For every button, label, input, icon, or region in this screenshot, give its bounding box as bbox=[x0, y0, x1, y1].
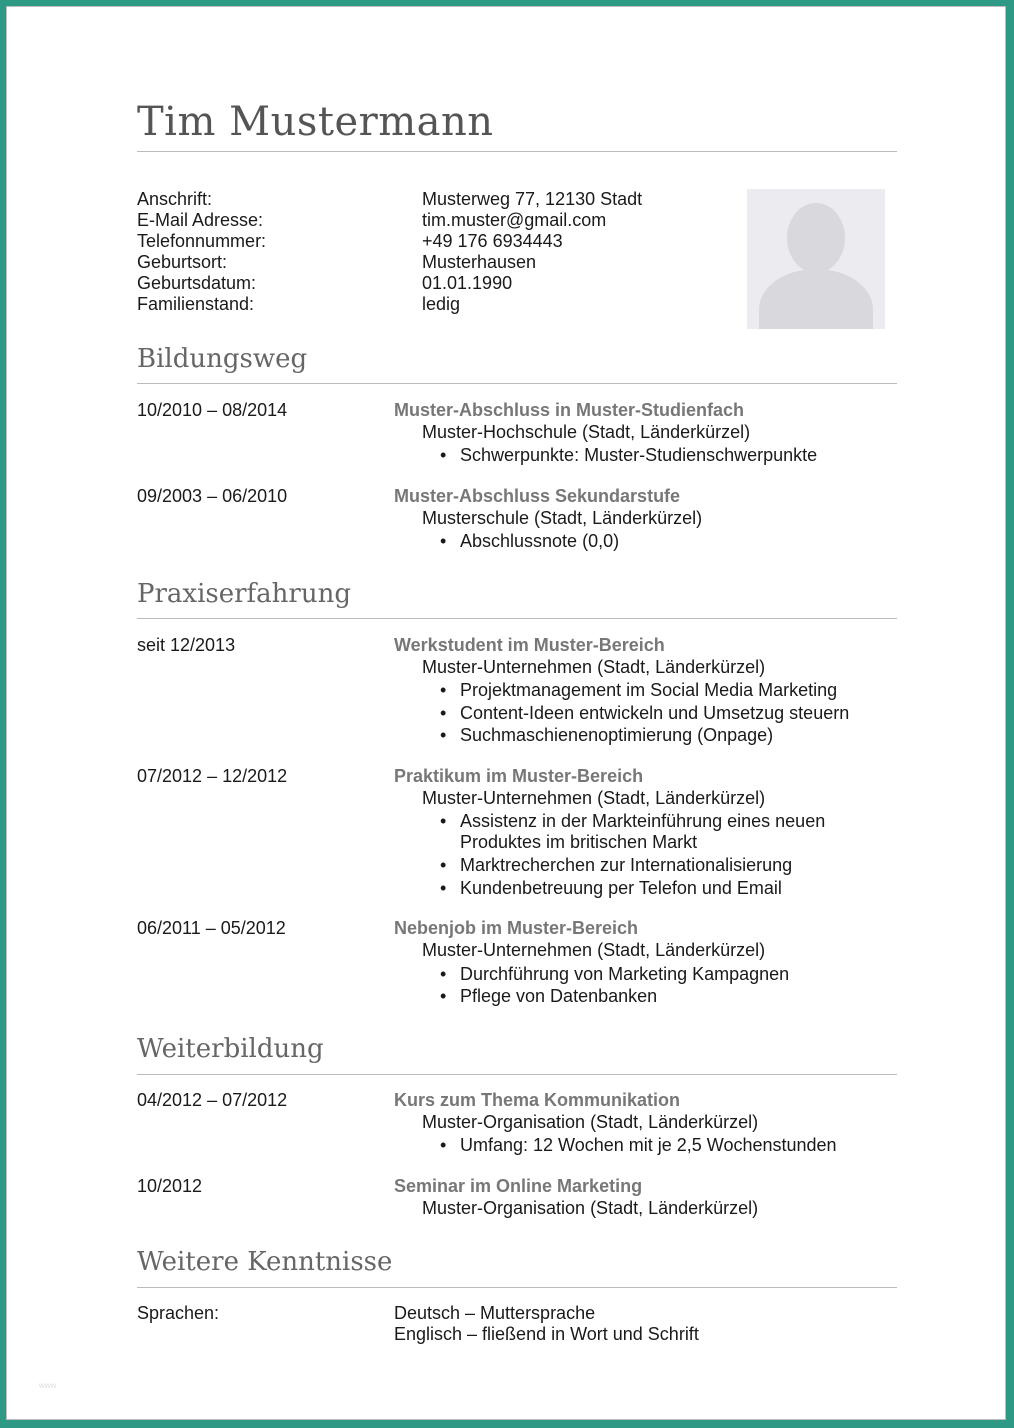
language-line: Deutsch – Muttersprache bbox=[394, 1303, 596, 1323]
entry-bullet-continuation: Produktes im britischen Markt bbox=[460, 832, 698, 852]
entry-title: Nebenjob im Muster-Bereich bbox=[394, 918, 639, 938]
section-divider bbox=[137, 618, 897, 619]
section-divider bbox=[137, 1074, 897, 1075]
cv-page: Tim Mustermann Anschrift: Musterweg 77, 12130 Stadt E-Mail Adresse: tim.muster@gmail.com Telefonnummer: +49 176 6934443 Geburtsort: Musterhausen Geburtsdatum: 01.01.1990 Familienstand: ledig Bildungsweg 10/2010 – 08/2014 Muster-Abschluss in Muster-Studienfach Muster-Hochschule (Stadt, Länderkürzel) Schwerpunkte: Muster-Studienschwerpunkte 09/2003 – 06/2010 Muster-Abschluss Sekundarstufe Musterschule (Stadt, Länderkürzel) Abschlussnote (0,0) Praxiserfahrung seit 12/2013 Werkstudent im Muster-Bereich Muster-Unternehmen (Stadt, Länderkürzel) Projektmanagement im Social Media Marketing Content-Ideen entwickeln und Umsetzug steuern Suchmaschienenoptimierung (Onpage) 07/2012 – 12/2012 Praktikum im Muster-Bereich Muster-Unternehmen (Stadt, Länderkürzel) Assistenz in der Markteinführung eines neuen Produktes im britischen Markt Marktrecherchen zur Internationalisierung Kundenbetreuung per Telefon und Email 06/2011 – 05/2012 Nebenjob im Muster-Bereich Muster-Unternehmen (Stadt, Länderkürzel) Durchführung von Marketing Kampagnen Pflege von Datenbanken Weiterbildung 04/2012 – 07/2012 Kurs zum Thema Kommunikation Muster-Organisation (Stadt, Länderkürzel) Umfang: 12 Wochen mit je 2,5 Wochenstunden 10/2012 Seminar im Online Marketing Muster-Organisation (Stadt, Länderkürzel) Weitere Kenntnisse Sprachen: Deutsch – Muttersprache Englisch – fließend in Wort und Schrift www bbox=[6, 6, 1006, 1420]
entry-org: Muster-Hochschule (Stadt, Länderkürzel) bbox=[422, 422, 751, 442]
entry-org: Muster-Organisation (Stadt, Länderkürzel) bbox=[422, 1198, 759, 1218]
entry-org: Musterschule (Stadt, Länderkürzel) bbox=[422, 508, 703, 528]
entry-title: Werkstudent im Muster-Bereich bbox=[394, 635, 665, 655]
entry-date: seit 12/2013 bbox=[137, 635, 236, 655]
personal-value: ledig bbox=[422, 294, 461, 314]
entry-date: 10/2012 bbox=[137, 1176, 203, 1196]
section-title-weiterbildung: Weiterbildung bbox=[137, 1034, 324, 1064]
personal-label: Telefonnummer: bbox=[137, 231, 267, 251]
entry-org: Muster-Unternehmen (Stadt, Länderkürzel) bbox=[422, 940, 766, 960]
entry-date: 07/2012 – 12/2012 bbox=[137, 766, 288, 786]
skills-label: Sprachen: bbox=[137, 1303, 220, 1323]
personal-value: tim.muster@gmail.com bbox=[422, 210, 607, 230]
personal-label: Geburtsort: bbox=[137, 252, 228, 272]
personal-label: Geburtsdatum: bbox=[137, 273, 257, 293]
section-title-bildungsweg: Bildungsweg bbox=[137, 344, 308, 374]
entry-org: Muster-Unternehmen (Stadt, Länderkürzel) bbox=[422, 788, 766, 808]
section-title-praxiserfahrung: Praxiserfahrung bbox=[137, 579, 351, 609]
silhouette-head bbox=[787, 203, 845, 273]
entry-title: Muster-Abschluss in Muster-Studienfach bbox=[394, 400, 745, 420]
entry-date: 10/2010 – 08/2014 bbox=[137, 400, 288, 420]
entry-date: 04/2012 – 07/2012 bbox=[137, 1090, 288, 1110]
cv-name: Tim Mustermann bbox=[137, 99, 494, 145]
entry-date: 09/2003 – 06/2010 bbox=[137, 486, 288, 506]
personal-value: 01.01.1990 bbox=[422, 273, 513, 293]
name-divider bbox=[137, 151, 897, 152]
personal-value: Musterhausen bbox=[422, 252, 537, 272]
entry-title: Muster-Abschluss Sekundarstufe bbox=[394, 486, 681, 506]
personal-value: Musterweg 77, 12130 Stadt bbox=[422, 189, 643, 209]
entry-date: 06/2011 – 05/2012 bbox=[137, 918, 286, 938]
entry-title: Kurs zum Thema Kommunikation bbox=[394, 1090, 681, 1110]
silhouette-body bbox=[759, 269, 873, 329]
section-divider bbox=[137, 1287, 897, 1288]
section-title-weitere-kenntnisse: Weitere Kenntnisse bbox=[137, 1247, 393, 1277]
personal-value: +49 176 6934443 bbox=[422, 231, 563, 251]
section-divider bbox=[137, 383, 897, 384]
entry-org: Muster-Organisation (Stadt, Länderkürzel) bbox=[422, 1112, 759, 1132]
entry-title: Praktikum im Muster-Bereich bbox=[394, 766, 644, 786]
entry-org: Muster-Unternehmen (Stadt, Länderkürzel) bbox=[422, 657, 766, 677]
personal-label: E-Mail Adresse: bbox=[137, 210, 264, 230]
personal-label: Anschrift: bbox=[137, 189, 213, 209]
profile-photo-placeholder bbox=[747, 189, 885, 329]
language-line: Englisch – fließend in Wort und Schrift bbox=[394, 1324, 699, 1344]
watermark-text: www bbox=[39, 1381, 57, 1390]
personal-label: Familienstand: bbox=[137, 294, 255, 314]
entry-title: Seminar im Online Marketing bbox=[394, 1176, 643, 1196]
